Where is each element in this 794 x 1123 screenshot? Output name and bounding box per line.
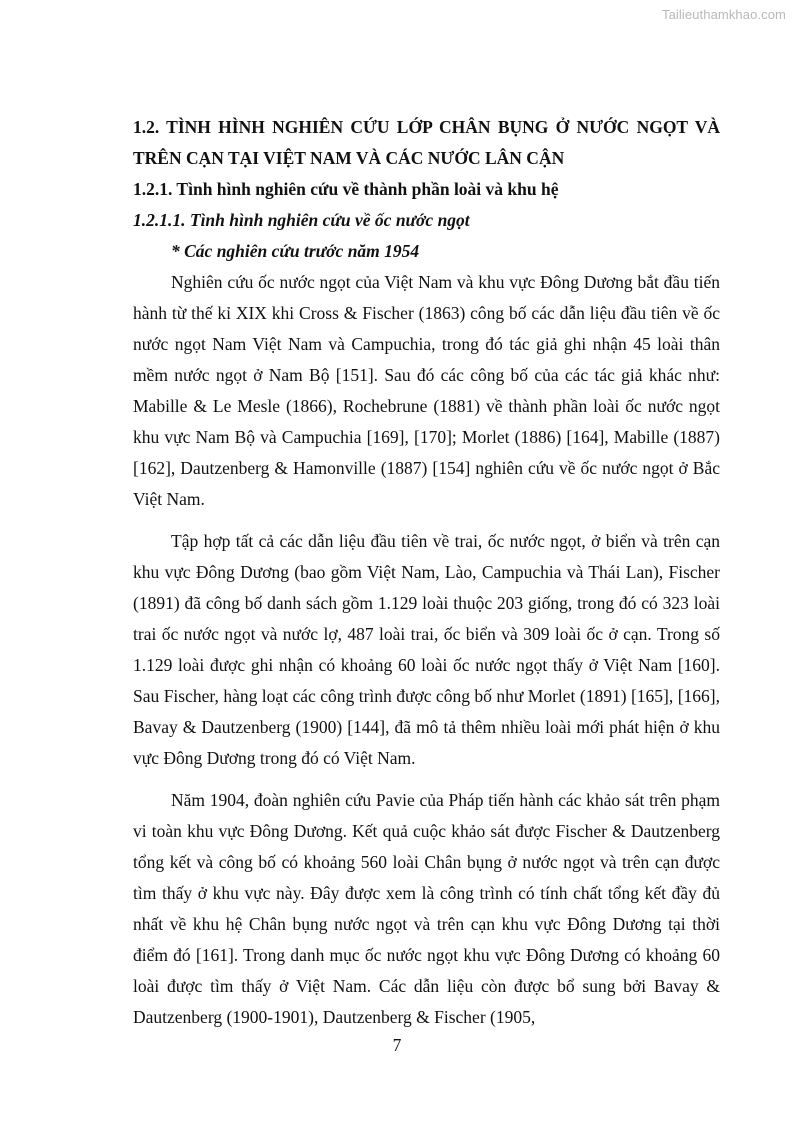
paragraph-2: Tập hợp tất cả các dẫn liệu đầu tiên về trai, ốc nước ngọt, ở biển và trên cạn khu vực Đông Dương (bao gồm Việt Nam, Lào, Campuchia và Thái Lan), Fischer (1891) đã công bố danh sách gồm 1.129 loài thuộc 203 giống, trong đó có 323 loài trai ốc nước ngọt và nước lợ, 487 loài trai, ốc biển và 309 loài ốc ở cạn. Trong số 1.129 loài được ghi nhận có khoảng 60 loài ốc nước ngọt thấy ở Việt Nam [160]. Sau Fischer, hàng loạt các công trình được công bố như Morlet (1891) [165], [166], Bavay & Dautzenberg (1900) [144], đã mô tả thêm nhiều loài mới phát hiện ở khu vực Đông Dương trong đó có Việt Nam. <box>133 531 720 768</box>
watermark-text: Tailieuthamkhao.com <box>661 7 786 22</box>
section-heading-1-2-1: 1.2.1. Tình hình nghiên cứu về thành phần loài và khu hệ <box>133 179 559 199</box>
document-body <box>133 112 720 1044</box>
subsection-heading-before-1954: * Các nghiên cứu trước năm 1954 <box>171 241 420 261</box>
section-heading-1-2: 1.2. TÌNH HÌNH NGHIÊN CỨU LỚP CHÂN BỤNG Ở NƯỚC NGỌT VÀ TRÊN CẠN TẠI VIỆT NAM VÀ CÁC NƯỚC LÂN CẬN <box>133 117 720 168</box>
paragraph-3: Năm 1904, đoàn nghiên cứu Pavie của Pháp tiến hành các khảo sát trên phạm vi toàn khu vực Đông Dương. Kết quả cuộc khảo sát được Fischer & Dautzenberg tổng kết và công bố có khoảng 560 loài Chân bụng ở nước ngọt và trên cạn được tìm thấy ở khu vực này. Đây được xem là công trình có tính chất tổng kết đầy đủ nhất về khu hệ Chân bụng nước ngọt và trên cạn khu vực Đông Dương tại thời điểm đó [161]. Trong danh mục ốc nước ngọt khu vực Đông Dương có khoảng 60 loài được tìm thấy ở Việt Nam. Các dẫn liệu còn được bổ sung bởi Bavay & Dautzenberg (1900-1901), Dautzenberg & Fischer (1905, <box>133 790 720 1027</box>
page-number: 7 <box>392 1035 402 1055</box>
section-heading-1-2-1-1: 1.2.1.1. Tình hình nghiên cứu về ốc nước ngọt <box>133 210 470 230</box>
paragraph-1: Nghiên cứu ốc nước ngọt của Việt Nam và khu vực Đông Dương bắt đầu tiến hành từ thế kỉ XIX khi Cross & Fischer (1863) công bố các dẫn liệu đầu tiên về ốc nước ngọt Nam Việt Nam và Campuchia, trong đó tác giả ghi nhận 45 loài thân mềm nước ngọt ở Nam Bộ [151]. Sau đó các công bố của các tác giả khác như: Mabille & Le Mesle (1866), Rochebrune (1881) về thành phần loài ốc nước ngọt khu vực Nam Bộ và Campuchia [169], [170]; Morlet (1886) [164], Mabille (1887) [162], Dautzenberg & Hamonville (1887) [154] nghiên cứu về ốc nước ngọt ở Bắc Việt Nam. <box>133 272 720 509</box>
